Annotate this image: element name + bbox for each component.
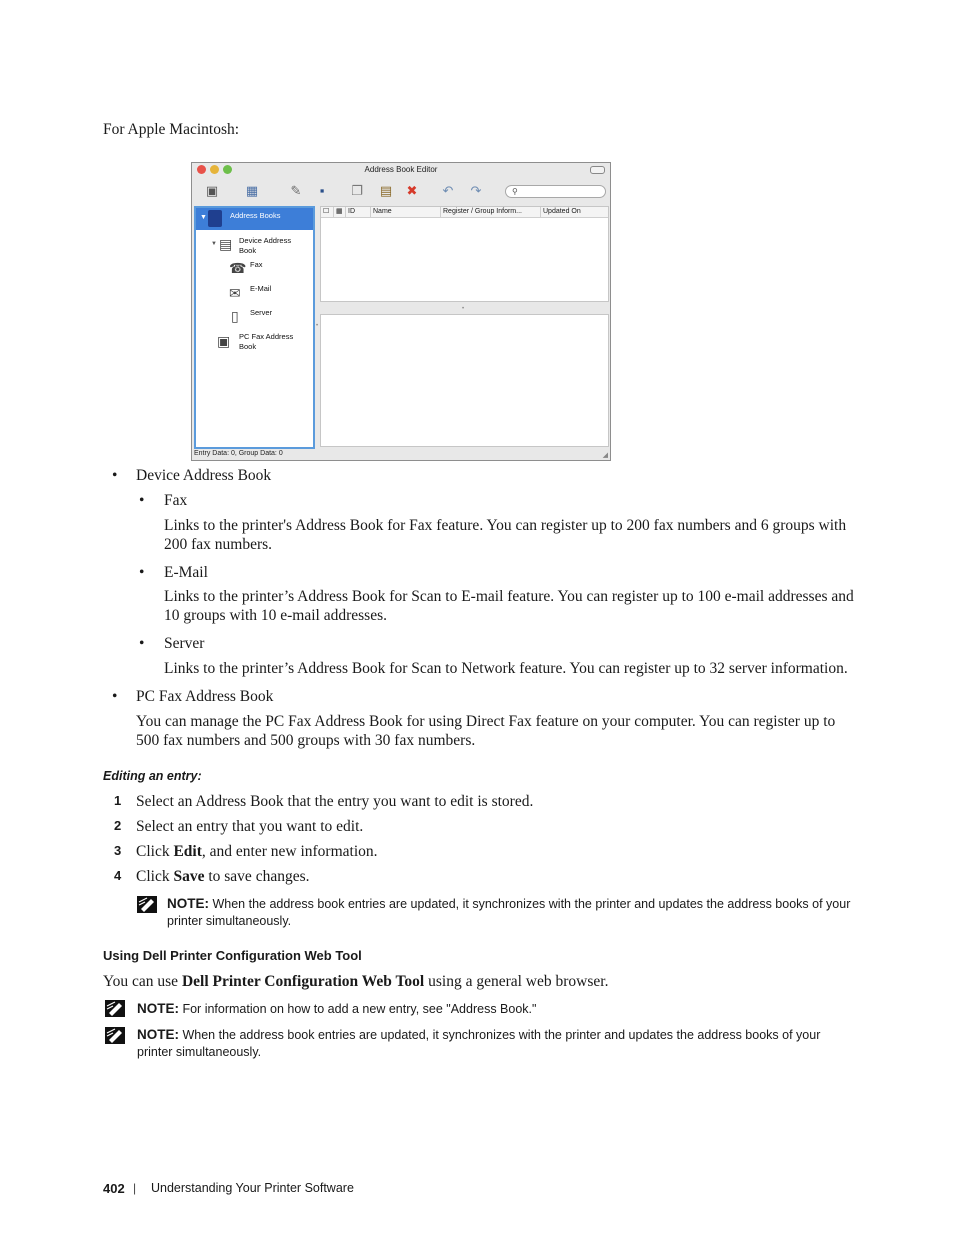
sidebar-split-handle-icon[interactable]: • <box>316 323 319 329</box>
sidebar-label: Book <box>239 246 257 255</box>
sidebar-item-address-books[interactable] <box>196 208 313 230</box>
sidebar-label: Device Address <box>239 236 292 245</box>
item-pcfax-title: PC Fax Address Book <box>136 688 274 705</box>
window-titlebar <box>192 163 610 176</box>
server-icon: ▯ <box>231 308 239 324</box>
email-icon: ✉ <box>229 285 241 301</box>
sidebar-item-server[interactable]: Server <box>250 308 273 317</box>
resize-grip-icon[interactable]: ◢ <box>602 452 608 459</box>
step-text-part: Click <box>136 843 174 860</box>
close-window-button[interactable] <box>197 165 206 174</box>
new-entry-icon[interactable]: ▣ <box>205 183 219 198</box>
note-text <box>137 1000 536 1018</box>
paragraph-part: You can use <box>103 973 182 990</box>
item-email-desc: Links to the printer’s Address Book for Scan to E-mail feature. You can register up to 100 e-mail addresses and <box>164 588 854 605</box>
edit-icon[interactable]: ✎ <box>290 183 302 198</box>
column-header-name[interactable]: Name <box>370 207 440 217</box>
step-text-part: Select an entry that you want to edit. <box>136 818 364 835</box>
sidebar-item-pc-fax-address-book[interactable] <box>239 332 293 352</box>
disclosure-triangle-icon[interactable]: ▼ <box>211 241 217 247</box>
sidebar-label: Address Books <box>230 211 281 220</box>
step-number: 1 <box>114 793 122 808</box>
item-fax-desc: 200 fax numbers. <box>164 536 273 553</box>
address-books-icon <box>208 210 222 227</box>
bullet-icon: • <box>139 564 145 581</box>
step-text <box>136 818 363 836</box>
bullet-icon: • <box>139 492 145 509</box>
intro-text: For Apple Macintosh: <box>103 121 240 138</box>
item-email-title: E-Mail <box>164 564 208 581</box>
sidebar-item-email[interactable]: E-Mail <box>250 284 272 293</box>
address-book-editor-window <box>191 162 611 461</box>
webtool-paragraph <box>103 973 608 991</box>
bullet-icon: • <box>112 688 118 705</box>
footer-separator: | <box>133 1181 137 1195</box>
checkbox-column-icon[interactable]: ☐ <box>323 208 330 215</box>
note-label: NOTE: <box>167 896 209 911</box>
column-header-id[interactable]: ID <box>345 207 370 217</box>
column-header-register[interactable]: Register / Group Inform... <box>440 207 540 217</box>
status-bar: Entry Data: 0, Group Data: 0 <box>194 450 283 457</box>
step-number: 3 <box>114 843 122 858</box>
entry-list-pane <box>320 206 609 302</box>
copy-icon[interactable]: ❐ <box>351 183 363 198</box>
group-column-icon[interactable]: ▦ <box>333 207 345 217</box>
section-heading-webtool: Using Dell Printer Configuration Web Tool <box>103 948 362 963</box>
page-number: 402 <box>103 1181 125 1196</box>
step-number: 4 <box>114 868 122 883</box>
step-text-part: to save changes. <box>204 868 310 885</box>
column-header-updated[interactable]: Updated On <box>540 207 610 217</box>
step-text-part: Click <box>136 868 174 885</box>
note-label: NOTE: <box>137 1001 179 1016</box>
item-pcfax-desc: 500 fax numbers and 500 groups with 30 fax numbers. <box>136 732 476 749</box>
item-fax-title: Fax <box>164 492 188 509</box>
sidebar-label: Book <box>239 342 257 351</box>
step-text <box>136 793 533 811</box>
sidebar-item-device-address-book[interactable] <box>239 236 291 256</box>
note-label: NOTE: <box>137 1027 179 1042</box>
item-fax-desc: Links to the printer's Address Book for Fax feature. You can register up to 200 fax numbers and 6 groups with <box>164 517 847 534</box>
fax-icon: ☎ <box>229 260 247 276</box>
address-book-sidebar <box>194 206 315 449</box>
step-number: 2 <box>114 818 122 833</box>
note-text <box>137 1026 820 1044</box>
item-device-address-book: Device Address Book <box>136 467 272 484</box>
disclosure-triangle-icon[interactable]: ▼ <box>200 214 207 221</box>
search-icon: ⚲ <box>512 187 518 196</box>
redo-icon[interactable]: ↷ <box>470 183 482 198</box>
step-text-part: Select an Address Book that the entry you want to edit is stored. <box>136 793 534 810</box>
minimize-window-button[interactable] <box>210 165 219 174</box>
note-body: For information on how to add a new entry, see "Address Book." <box>179 1002 537 1016</box>
bullet-icon: • <box>112 467 118 484</box>
paste-icon[interactable]: ▤ <box>379 183 393 198</box>
note-text <box>167 895 850 913</box>
entry-detail-pane <box>320 314 609 447</box>
item-email-desc: 10 groups with 10 e-mail addresses. <box>164 607 387 624</box>
item-server-title: Server <box>164 635 205 652</box>
window-title: Address Book Editor <box>364 165 438 174</box>
sidebar-label: PC Fax Address <box>239 332 294 341</box>
entry-list-header <box>321 207 608 218</box>
zoom-window-button[interactable] <box>223 165 232 174</box>
step-text <box>136 843 378 861</box>
note-text: printer simultaneously. <box>167 914 292 928</box>
step-text-bold: Edit <box>173 843 202 860</box>
note-body: When the address book entries are updated, it synchronizes with the printer and updates the address books of your <box>179 1028 821 1042</box>
note-pencil-icon <box>105 1027 125 1044</box>
search-field[interactable] <box>505 185 606 198</box>
toolbar-toggle-button[interactable] <box>590 166 605 174</box>
item-pcfax-desc: You can manage the PC Fax Address Book for using Direct Fax feature on your computer. You can register up to <box>136 713 836 730</box>
step-text <box>136 868 310 886</box>
section-heading-editing: Editing an entry: <box>103 769 202 783</box>
note-text: printer simultaneously. <box>137 1045 262 1059</box>
printer-icon: ▤ <box>219 236 233 252</box>
delete-icon[interactable]: ✖ <box>406 183 418 198</box>
paragraph-part: using a general web browser. <box>424 973 609 990</box>
step-text-bold: Save <box>173 868 205 885</box>
pc-fax-icon: ▣ <box>217 333 231 349</box>
footer-section-title: Understanding Your Printer Software <box>151 1181 354 1195</box>
note-pencil-icon <box>137 896 157 913</box>
paragraph-bold: Dell Printer Configuration Web Tool <box>181 973 425 990</box>
bullet-icon: • <box>139 635 145 652</box>
undo-icon[interactable]: ↶ <box>442 183 454 198</box>
note-pencil-icon <box>105 1000 125 1017</box>
save-icon[interactable]: ▪ <box>319 183 325 198</box>
step-text-part: , and enter new information. <box>201 843 378 860</box>
split-handle-icon[interactable]: • <box>462 306 465 312</box>
new-group-icon[interactable]: ▦ <box>245 183 259 198</box>
window-toolbar <box>192 176 610 205</box>
sidebar-item-fax[interactable]: Fax <box>250 260 263 269</box>
note-body: When the address book entries are updated, it synchronizes with the printer and updates the address books of your <box>209 897 851 911</box>
item-server-desc: Links to the printer’s Address Book for Scan to Network feature. You can register up to 32 server information. <box>164 660 848 677</box>
